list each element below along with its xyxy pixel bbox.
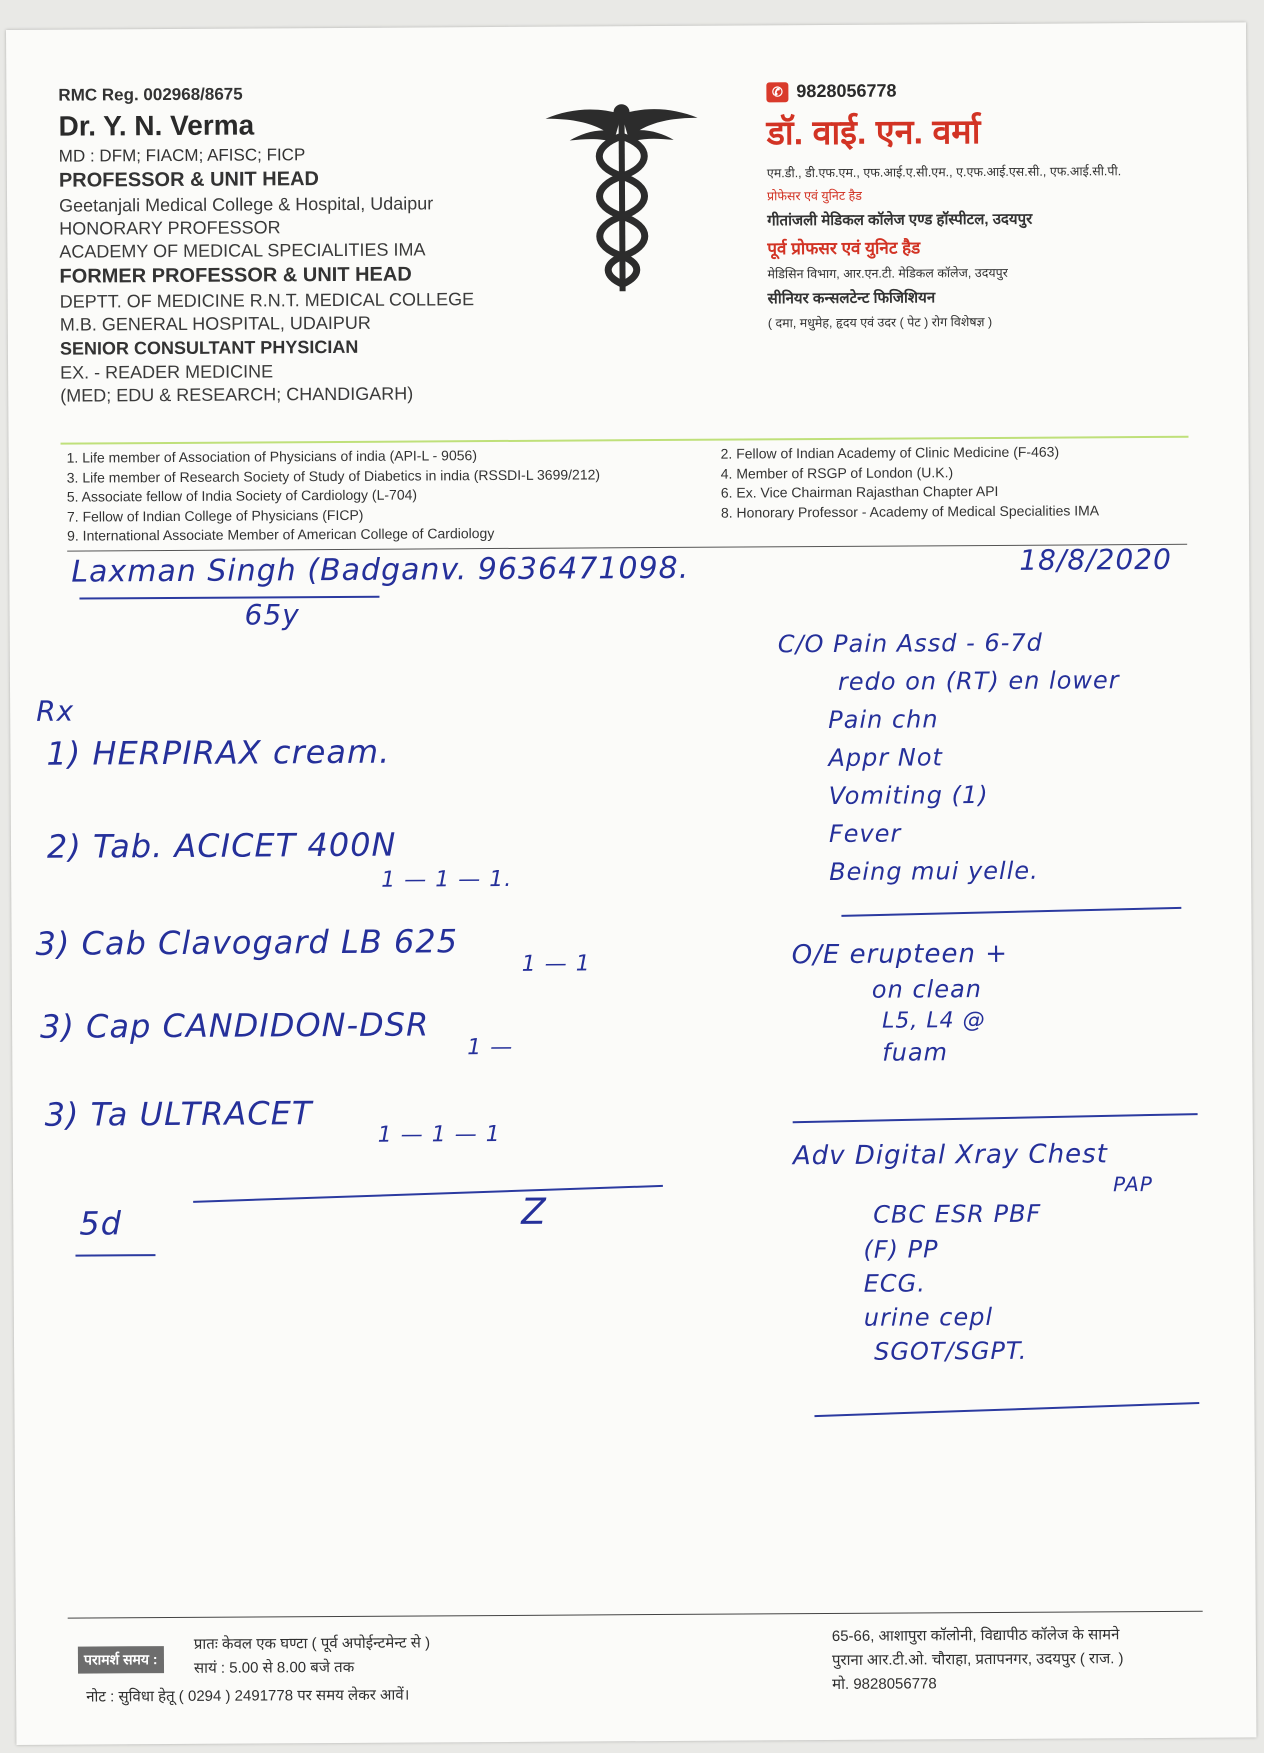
address-line: पुराना आर.टी.ओ. चौराहा, प्रतापनगर, उदयपुर ( राज. )	[831, 1650, 1124, 1669]
complaint-line: Pain chn	[828, 705, 939, 734]
title-professor: PROFESSOR & UNIT HEAD	[58, 168, 320, 192]
title-former: FORMER PROFESSOR & UNIT HEAD	[59, 263, 412, 289]
consultation-times	[194, 1631, 430, 1680]
patient-underline	[79, 596, 379, 600]
department-hindi: मेडिसिन विभाग, आर.एन.टी. मेडिकल कॉलेज, उदयपुर	[767, 265, 1008, 282]
complaint-line: C/O Pain Assd - 6-7d	[777, 628, 1043, 659]
phone-icon: ✆	[766, 82, 788, 102]
exam-line: fuam	[882, 1038, 949, 1067]
exam-divider	[793, 1113, 1198, 1123]
honorary-title: HONORARY PROFESSOR	[59, 217, 281, 239]
ex-reader: EX. - READER MEDICINE	[60, 361, 274, 383]
exam-line: O/E erupteen +	[791, 938, 1009, 971]
phone-number: 9828056778	[796, 80, 897, 102]
senior-consultant: SENIOR CONSULTANT PHYSICIAN	[59, 337, 359, 360]
hospital: M.B. GENERAL HOSPITAL, UDAIPUR	[59, 313, 371, 335]
doctor-degrees: MD : DFM; FIACM; AFISC; FICP	[58, 145, 306, 166]
complaint-line: redo on (RT) en lower	[837, 666, 1120, 696]
advice-line: ECG.	[863, 1269, 926, 1298]
membership-item: 7. Fellow of Indian College of Physicians (FICP)	[66, 506, 364, 525]
doctor-details-hindi	[766, 79, 1208, 332]
membership-item: 4. Member of RSGP of London (U.K.)	[720, 463, 954, 482]
rx-item: 1) HERPIRAX cream.	[46, 732, 391, 773]
visit-date: 18/8/2020	[1019, 542, 1172, 577]
advice-line: Adv Digital Xray Chest	[792, 1139, 1108, 1172]
med-research: (MED; EDU & RESEARCH; CHANDIGARH)	[60, 383, 414, 406]
membership-item: 1. Life member of Association of Physicians of india (API-L - 9056)	[66, 447, 478, 466]
doctor-name: Dr. Y. N. Verma	[58, 109, 255, 142]
academy: ACADEMY OF MEDICAL SPECIALITIES IMA	[59, 239, 426, 262]
membership-item: 9. International Associate Member of American College of Cardiology	[67, 525, 495, 544]
advice-line: urine cepl	[863, 1302, 994, 1332]
rx-dose: 1 — 1 — 1.	[381, 866, 513, 893]
patient-age: 65y	[244, 598, 300, 632]
complaint-line: Fever	[828, 819, 902, 848]
advice-divider	[814, 1402, 1199, 1417]
specialty-hindi: ( दमा, मधुमेह, हृदय एवं उदर ( पेट ) रोग विशेषज्ञ )	[767, 314, 993, 331]
rx-dose: 1 — 1	[521, 951, 591, 977]
footer-divider	[68, 1611, 1203, 1619]
senior-hindi: सीनियर कन्सलटेन्ट फिजिशियन	[767, 289, 936, 308]
rx-end-line	[193, 1185, 663, 1203]
memberships-left	[67, 445, 708, 546]
advice-line: PAP	[1112, 1172, 1153, 1197]
exam-line: on clean	[871, 975, 983, 1004]
morning-time: प्रातः केवल एक घण्टा ( पूर्व अपोईन्टमेन्ट से )	[193, 1634, 431, 1653]
rx-dose: 1 — 1 — 1	[377, 1121, 501, 1148]
advice-block	[793, 1135, 1154, 1369]
rx-item: 3) Ta ULTRACET	[44, 1094, 313, 1134]
rx-item: 2) Tab. ACICET 400N	[46, 825, 397, 866]
evening-time: सायं : 5.00 से 8.00 बजे तक	[193, 1658, 355, 1677]
complaint-line: Appr Not	[828, 743, 943, 772]
former-hindi: पूर्व प्रोफसर एवं युनिट हैड	[767, 238, 921, 259]
appointment-note: नोट : सुविधा हेतू ( 0294 ) 2491778 पर समय लेकर आवें।	[86, 1686, 410, 1706]
institution-hindi: गीतांजली मेडिकल कॉलेज एण्ड हॉस्पीटल, उदयपुर	[767, 210, 1033, 230]
clinic-address	[832, 1623, 1124, 1697]
department: DEPTT. OF MEDICINE R.N.T. MEDICAL COLLEGE	[59, 289, 475, 312]
exam-block	[792, 936, 1009, 1069]
rx-symbol: Rx	[36, 694, 75, 728]
exam-line: L5, L4 @	[881, 1008, 986, 1034]
advice-line: SGOT/SGPT.	[874, 1336, 1028, 1366]
duration: 5d	[79, 1204, 123, 1243]
professor-hindi: प्रोफेसर एवं युनिट हैड	[766, 188, 862, 204]
caduceus-icon	[541, 96, 702, 297]
rx-item: 3) Cab Clavogard LB 625	[35, 922, 459, 963]
membership-item: 8. Honorary Professor - Academy of Medical Specialities IMA	[720, 501, 1100, 521]
rx-item: 3) Cap CANDIDON-DSR	[39, 1005, 430, 1046]
degrees-hindi: एम.डी., डी.एफ.एम., एफ.आई.ए.सी.एम., ए.एफ.आई.एस.सी., एफ.आई.सी.पी.	[766, 164, 1122, 181]
prescription-sheet	[6, 22, 1256, 1745]
rx-dose: 1 —	[467, 1034, 514, 1061]
complaints-divider	[841, 907, 1181, 917]
advice-line: (F) PP	[863, 1235, 939, 1264]
phone-row	[766, 79, 1206, 103]
mobile-number: मो. 9828056778	[832, 1675, 937, 1693]
membership-item: 2. Fellow of Indian Academy of Clinic Medicine (F-463)	[720, 443, 1060, 462]
institution: Geetanjali Medical College & Hospital, Udaipur	[59, 193, 434, 216]
advice-line: CBC ESR PBF	[873, 1199, 1042, 1229]
patient-line: Laxman Singh (Badganv. 9636471098.	[71, 550, 690, 590]
complaint-line: Vomiting (1)	[828, 781, 989, 810]
consultation-time-label: परामर्श समय :	[78, 1646, 164, 1674]
membership-item: 3. Life member of Research Society of Study of Diabetics in india (RSSDI-L 3699/212)	[66, 465, 601, 486]
membership-item: 6. Ex. Vice Chairman Rajasthan Chapter API	[720, 482, 999, 501]
signature: Z	[521, 1191, 548, 1233]
doctor-details-english	[58, 83, 474, 407]
complaints-block	[778, 623, 1121, 891]
memberships-right	[721, 442, 1191, 523]
doctor-name-hindi: डॉ. वाई. एन. वर्मा	[766, 113, 981, 153]
membership-item: 5. Associate fellow of India Society of Cardiology (L-704)	[66, 486, 418, 505]
registration-number: RMC Reg. 002968/8675	[58, 84, 243, 105]
duration-underline	[75, 1254, 155, 1256]
address-line: 65-66, आशापुरा कॉलोनी, विद्यापीठ कॉलेज के सामने	[831, 1626, 1120, 1645]
complaint-line: Being mui yelle.	[829, 856, 1039, 886]
